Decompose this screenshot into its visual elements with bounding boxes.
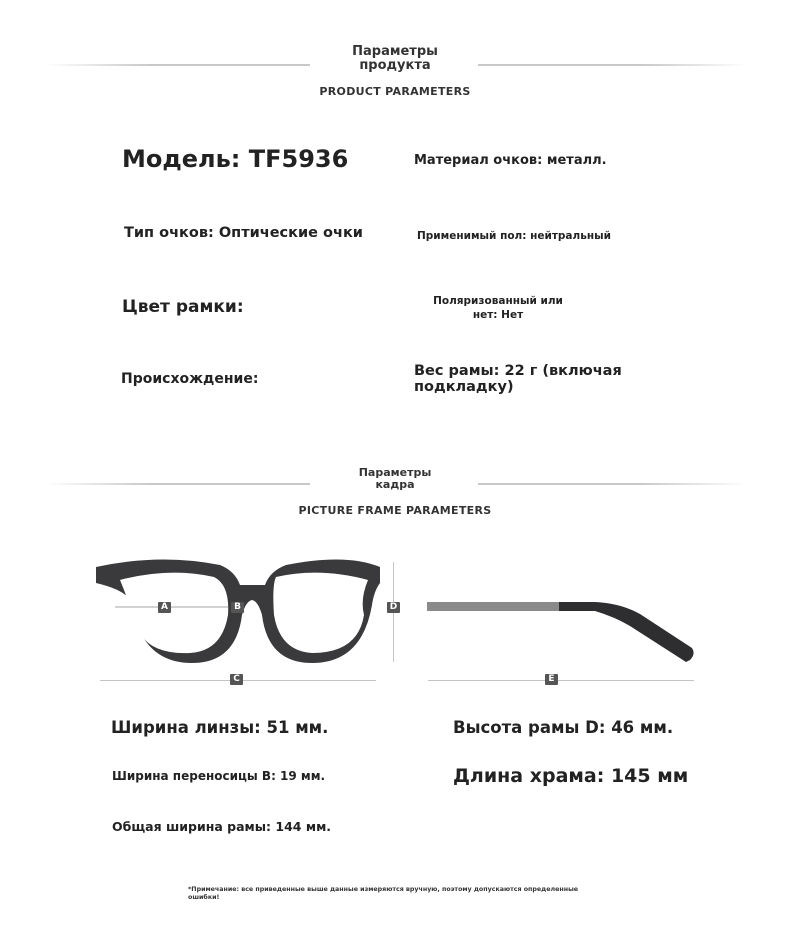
measure-line-e (428, 680, 694, 681)
model-label: Модель: TF5936 (122, 145, 349, 173)
product-section-subtitle: PRODUCT PARAMETERS (319, 85, 471, 98)
weight-line2: подкладку) (414, 378, 514, 395)
weight-label (414, 364, 622, 396)
temple-length-label: Длина храма: 145 мм (453, 765, 689, 787)
total-width-label: Общая ширина рамы: 144 мм. (112, 819, 332, 834)
polarized-line2: нет: Нет (472, 309, 524, 322)
badge-c: C (230, 674, 243, 685)
measurement-note (188, 886, 588, 902)
material-label: Материал очков: металл. (414, 153, 607, 168)
badge-d: D (387, 602, 400, 613)
frame-section-title (335, 467, 455, 490)
weight-line1: Вес рамы: 22 г (включая (414, 363, 622, 379)
product-title-line1: Параметры (352, 44, 438, 59)
badge-a: A (158, 602, 171, 613)
divider-right-2 (478, 483, 748, 485)
polarized-label (418, 294, 578, 322)
glasses-type-label: Тип очков: Оптические очки (124, 225, 363, 241)
badge-e: E (545, 674, 558, 685)
origin-label: Происхождение: (121, 371, 259, 387)
glasses-temple-icon (420, 590, 710, 670)
bridge-width-label: Ширина переносицы B: 19 мм. (112, 769, 326, 783)
frame-height-label: Высота рамы D: 46 мм. (453, 718, 674, 737)
note-line2: ошибки! (188, 894, 220, 902)
product-section-title (320, 45, 470, 72)
polarized-line1: Поляризованный или (433, 295, 563, 307)
frame-title-line2: кадра (375, 477, 415, 491)
divider-right (478, 64, 748, 66)
divider-left-2 (45, 483, 310, 485)
product-title-line2: продукта (359, 57, 431, 73)
frame-section-subtitle: PICTURE FRAME PARAMETERS (298, 504, 492, 517)
gender-label: Применимый пол: нейтральный (417, 230, 611, 242)
lens-width-label: Ширина линзы: 51 мм. (111, 718, 329, 737)
divider-left (45, 64, 310, 66)
frame-color-label: Цвет рамки: (122, 297, 244, 317)
badge-b: B (231, 602, 244, 613)
frame-title-line1: Параметры (358, 466, 432, 479)
note-line1: *Примечание: все приведенные выше данные измеряются вручную, поэтому допускаются определенные (188, 886, 579, 893)
